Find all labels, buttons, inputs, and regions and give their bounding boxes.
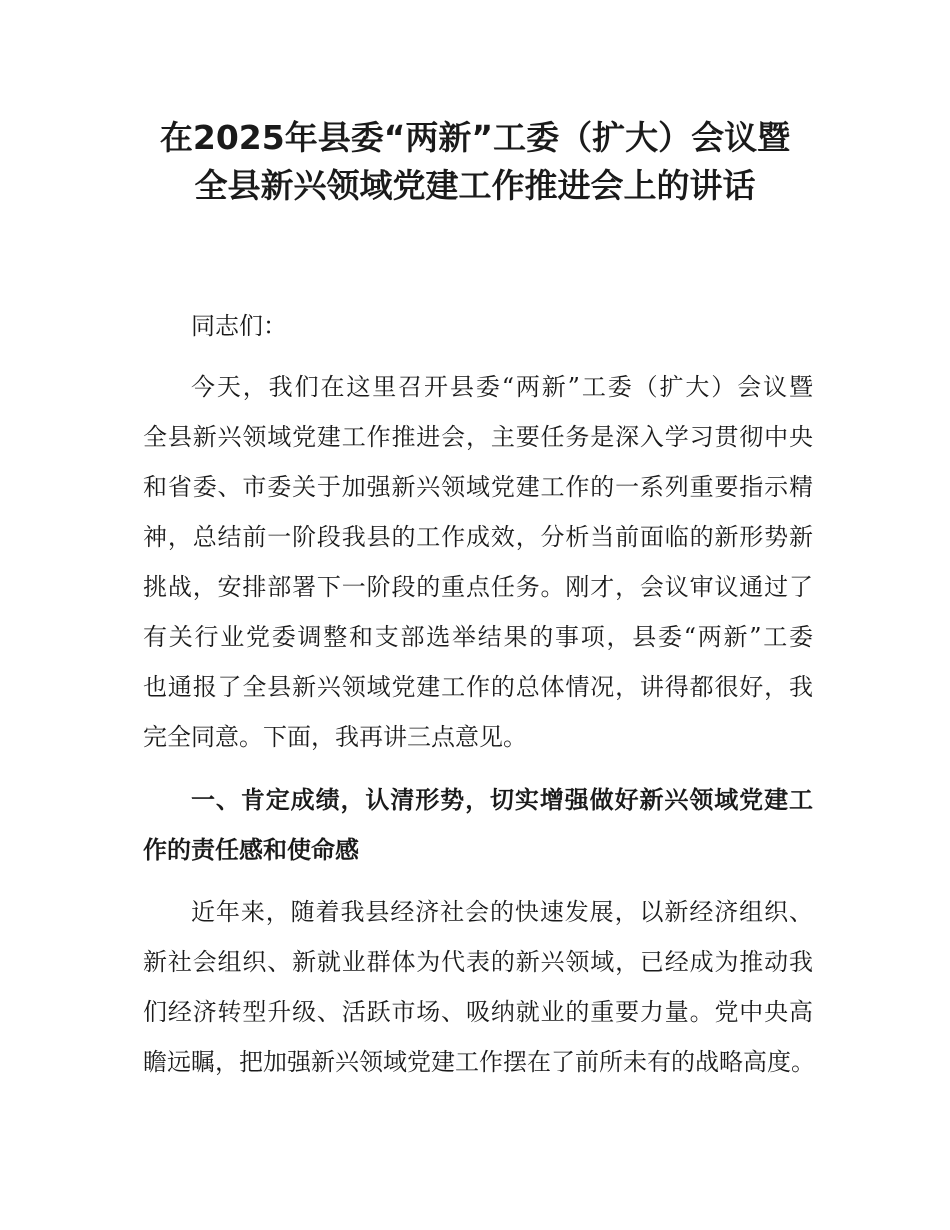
paragraph-2-line: 近年来，随着我县经济社会的快速发展，以新经济组织、 [191, 898, 813, 926]
paragraph-1-line: 完全同意。下面，我再讲三点意见。 [143, 723, 527, 751]
paragraph-1-line: 也通报了全县新兴领域党建工作的总体情况，讲得都很好，我 [143, 673, 813, 701]
paragraph-1-line: 和省委、市委关于加强新兴领域党建工作的一系列重要指示精 [143, 473, 813, 501]
paragraph-1-line: 今天，我们在这里召开县委“两新”工委（扩大）会议暨 [191, 373, 813, 401]
document-title-line-1: 在2025年县委“两新”工委（扩大）会议暨 [159, 118, 791, 157]
section-1-heading-line: 一、肯定成绩，认清形势，切实增强做好新兴领域党建工 [191, 786, 813, 814]
paragraph-2-line: 新社会组织、新就业群体为代表的新兴领域，已经成为推动我 [143, 948, 813, 976]
salutation: 同志们： [191, 312, 287, 340]
paragraph-1-line: 全县新兴领域党建工作推进会，主要任务是深入学习贯彻中央 [143, 423, 813, 451]
section-1-heading-line: 作的责任感和使命感 [143, 836, 359, 864]
paragraph-1-line: 神，总结前一阶段我县的工作成效，分析当前面临的新形势新 [143, 523, 813, 551]
document-title-line-2: 全县新兴领域党建工作推进会上的讲话 [194, 166, 756, 205]
paragraph-1-line: 挑战，安排部署下一阶段的重点任务。刚才，会议审议通过了 [143, 573, 813, 601]
paragraph-2-line: 瞻远瞩，把加强新兴领域党建工作摆在了前所未有的战略高度。 [143, 1048, 815, 1076]
paragraph-1-line: 有关行业党委调整和支部选举结果的事项，县委“两新”工委 [143, 623, 813, 651]
paragraph-2-line: 们经济转型升级、活跃市场、吸纳就业的重要力量。党中央高 [143, 998, 813, 1026]
